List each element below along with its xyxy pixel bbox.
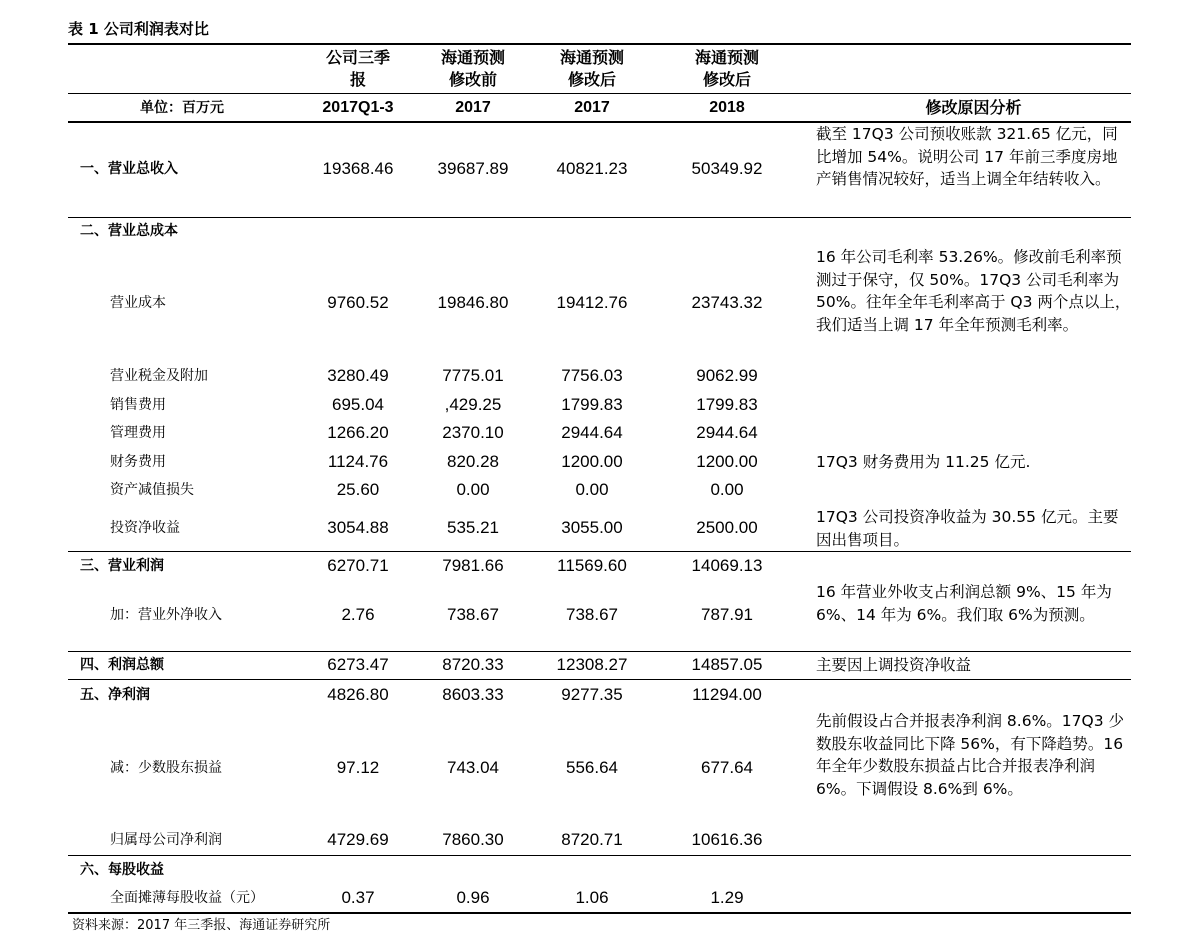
col1-value: 6270.71 xyxy=(327,556,389,575)
row-label: 减：少数股东损益 xyxy=(110,760,222,776)
table-title: 表 1 公司利润表对比 xyxy=(68,20,209,38)
row-label: 三、营业利润 xyxy=(80,558,164,574)
row-reason: 17Q3 财务费用为 11.25 亿元. xyxy=(816,453,1031,471)
col3-value: 11569.60 xyxy=(557,556,627,575)
col1-value: 1266.20 xyxy=(327,423,389,442)
col3-value: 3055.00 xyxy=(561,518,623,537)
reason-header: 修改原因分析 xyxy=(925,98,1022,117)
col2-value: 7981.66 xyxy=(442,556,504,575)
col4-value: 14069.13 xyxy=(691,556,763,575)
col1-value: 19368.46 xyxy=(322,159,394,178)
row-label: 销售费用 xyxy=(110,397,166,413)
col3-value: 556.64 xyxy=(566,758,618,777)
col4-value: 787.91 xyxy=(701,605,753,624)
col1-value: 97.12 xyxy=(336,758,380,777)
col4-year: 2018 xyxy=(709,99,745,116)
row-label: 四、利润总额 xyxy=(80,657,164,673)
col4-value: 9062.99 xyxy=(696,366,758,385)
col3-value: 40821.23 xyxy=(556,159,628,178)
col2-value: 0.00 xyxy=(456,480,490,499)
col1-value: 0.37 xyxy=(341,888,375,907)
row-reason: 先前假设占合并报表净利润 8.6%。17Q3 少数股东收益同比下降 56%，有下降趋势。16 年全年少数股东损益占比合并报表净利润 6%。下调假设 8.6%到 6%。 xyxy=(816,712,1125,798)
col4-value: 677.64 xyxy=(701,758,753,777)
col4-header: 海通预测 修改后 xyxy=(694,48,759,89)
unit-label: 单位：百万元 xyxy=(140,100,224,116)
col2-value: 535.21 xyxy=(447,518,499,537)
col2-value: 738.67 xyxy=(447,605,499,624)
col4-value: 0.00 xyxy=(710,480,744,499)
row-divider xyxy=(68,651,1131,652)
row-label: 管理费用 xyxy=(110,425,166,441)
col3-value: 7756.03 xyxy=(561,366,623,385)
col3-value: 1200.00 xyxy=(561,452,623,471)
col3-value: 12308.27 xyxy=(556,655,628,674)
col2-value: 820.28 xyxy=(447,452,499,471)
col4-value: 50349.92 xyxy=(691,159,763,178)
row-divider xyxy=(68,551,1131,552)
row-reason: 主要因上调投资净收益 xyxy=(816,656,972,674)
col4-value: 14857.05 xyxy=(691,655,763,674)
col3-value: 0.00 xyxy=(575,480,609,499)
col1-value: 4826.80 xyxy=(327,685,389,704)
row-label: 资产减值损失 xyxy=(110,482,194,498)
table-top-rule xyxy=(68,43,1131,45)
row-reason: 17Q3 公司投资净收益为 30.55 亿元。主要因出售项目。 xyxy=(816,508,1119,549)
col3-value: 738.67 xyxy=(566,605,618,624)
col2-value: 39687.89 xyxy=(437,159,509,178)
row-label: 归属母公司净利润 xyxy=(110,832,222,848)
row-label: 一、营业总收入 xyxy=(80,161,178,177)
col4-value: 1799.83 xyxy=(696,395,758,414)
row-label: 营业税金及附加 xyxy=(110,368,208,384)
col2-year: 2017 xyxy=(455,99,491,116)
row-label: 二、营业总成本 xyxy=(80,223,178,239)
col1-value: 3054.88 xyxy=(327,518,389,537)
col4-value: 23743.32 xyxy=(691,293,763,312)
row-label: 加：营业外净收入 xyxy=(110,607,222,623)
col2-value: 19846.80 xyxy=(437,293,509,312)
col2-value: 8603.33 xyxy=(442,685,504,704)
col4-value: 10616.36 xyxy=(691,830,763,849)
col3-value: 1799.83 xyxy=(561,395,623,414)
col2-value: 8720.33 xyxy=(442,655,504,674)
col3-value: 1.06 xyxy=(575,888,609,907)
col1-value: 695.04 xyxy=(332,395,384,414)
col4-value: 2944.64 xyxy=(696,423,758,442)
col3-value: 2944.64 xyxy=(561,423,623,442)
income-statement-table xyxy=(68,0,1131,952)
row-divider xyxy=(68,217,1131,218)
row-label: 全面摊薄每股收益（元） xyxy=(110,890,264,906)
row-label: 五、净利润 xyxy=(80,687,150,703)
header-rule xyxy=(68,93,1131,94)
col2-value: 7860.30 xyxy=(442,830,504,849)
col1-value: 2.76 xyxy=(341,605,375,624)
col1-value: 25.60 xyxy=(336,480,380,499)
row-label: 营业成本 xyxy=(110,295,166,311)
col1-value: 4729.69 xyxy=(327,830,389,849)
col2-value: 2370.10 xyxy=(442,423,504,442)
col2-value: 0.96 xyxy=(456,888,490,907)
col1-year: 2017Q1-3 xyxy=(322,99,394,116)
row-label: 财务费用 xyxy=(110,454,166,470)
col4-value: 11294.00 xyxy=(692,685,762,704)
col3-header: 海通预测 修改后 xyxy=(559,48,624,89)
col3-value: 8720.71 xyxy=(561,830,623,849)
row-label: 投资净收益 xyxy=(110,520,180,536)
col1-header: 公司三季 报 xyxy=(325,48,390,89)
col1-value: 1124.76 xyxy=(327,452,389,471)
col3-value: 9277.35 xyxy=(561,685,623,704)
col2-value: ,429.25 xyxy=(444,395,502,414)
source-note: 资料来源：2017 年三季报、海通证券研究所 xyxy=(72,918,331,933)
col4-value: 1200.00 xyxy=(696,452,758,471)
col1-value: 9760.52 xyxy=(327,293,389,312)
col1-value: 6273.47 xyxy=(327,655,389,674)
row-divider xyxy=(68,679,1131,680)
row-reason: 16 年公司毛利率 53.26%。修改前毛利率预测过于保守，仅 50%。17Q3 公司毛利率为 50%。往年全年毛利率高于 Q3 两个点以上，我们适当上调 17 年全年预测毛利率。 xyxy=(816,248,1131,334)
col4-value: 2500.00 xyxy=(696,518,758,537)
row-reason: 截至 17Q3 公司预收账款 321.65 亿元，同比增加 54%。说明公司 17 年前三季度房地产销售情况较好，适当上调全年结转收入。 xyxy=(816,125,1118,189)
row-divider xyxy=(68,855,1131,856)
col1-value: 3280.49 xyxy=(327,366,389,385)
col4-value: 1.29 xyxy=(710,888,744,907)
col2-header: 海通预测 修改前 xyxy=(440,48,505,89)
col3-year: 2017 xyxy=(574,99,610,116)
row-reason: 16 年营业外收支占利润总额 9%、15 年为 6%、14 年为 6%。我们取 6%为预测。 xyxy=(816,583,1112,624)
col2-value: 7775.01 xyxy=(442,366,504,385)
col2-value: 743.04 xyxy=(447,758,499,777)
col3-value: 19412.76 xyxy=(556,293,628,312)
row-label: 六、每股收益 xyxy=(80,862,164,878)
